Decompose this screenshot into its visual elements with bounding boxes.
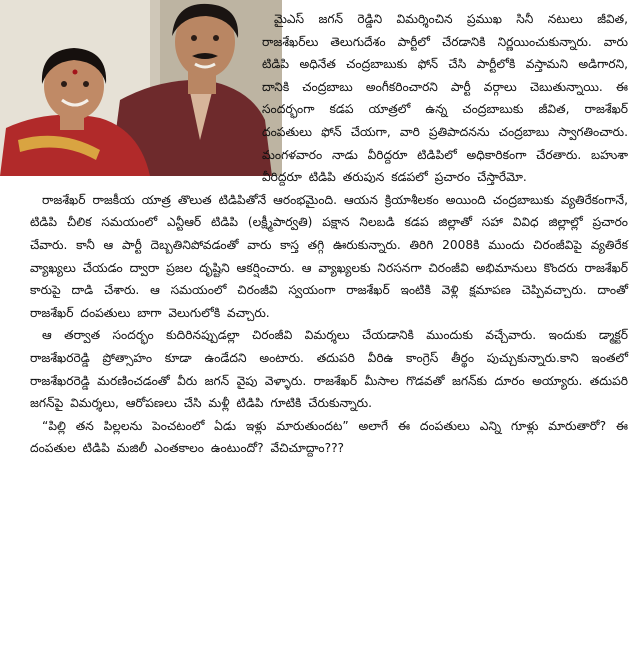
paragraph-4: “పిల్లి తన పిల్లలను పెంచటంలో ఏడు ఇళ్లు మారుతుందట” అలాగే ఈ దంపతులు ఎన్ని గూళ్లు మారుతారో? ఈ దంపతుల టిడిపి మజిలీ ఎంతకాలం ఉంటుందో? వేచిచూద్దాం??? <box>30 418 628 456</box>
paragraph-1: మైఎస్ జగన్ రెడ్డిని విమర్శించిన ప్రముఖ సినీ నటులు జీవిత, రాజశేఖర్‌లు తెలుగుదేశం పార్టీలో చేరడానికి నిర్ణయించుకున్నారు. వారు టిడిపి అధినేత చంద్రబాబుకు ఫోన్ చేసి పార్టీలోకి వస్తామని అడిగారని, దానికి చంద్రబాబు అంగీకరించారని పార్టీ వర్గాలు చెబుతున్నాయి. ఈ సందర్భంగా కడప యాత్రలో ఉన్న చంద్రబాబుకు జీవిత, రాజశేఖర్ దంపతులు ఫోన్ చేయగా, వారి ప్రతిపాదనను చంద్రబాబు స్వాగతించారు. మంగళవారం నాడు వీరిద్దరూ టిడిపిలో అధికారికంగా చేరతారు. బహుశా వీరిద్దరూ టిడిపి తరుపున కడపలో ప్రచారం చేస్తారేమో. <box>262 12 628 185</box>
paragraph-3: ఆ తర్వాత సందర్భం కుదిరినప్పుడల్లా చిరంజీవి విమర్శలు చేయడానికి ముందుకు వచ్చేవారు. ఇందుకు డ్మాక్టర్ రాజశేఖరరెడ్డి ప్రోత్సాహం కూడా ఉండేదని అంటారు. తదుపరి వీరిఉ కాంగ్రెస్ తీర్థం పుచ్చుకున్నారు.కాని ఇంతలో రాజశేఖరరెడ్డి మరణించడంతో వీరు జగన్ వైపు వెళ్ళారు. రాజశేఖర్ మీసాల గొడవతో జగన్‌కు దూరం అయ్యారు. తదుపరి జగన్‌పై విమర్శలు, ఆరోపణలు చేసి మళ్లీ టిడిపి గూటికి చేరుకున్నారు. <box>30 328 628 411</box>
article-body <box>30 8 628 460</box>
photo-wrap-spacer <box>0 8 262 168</box>
paragraph-2: రాజశేఖర్ రాజకీయ యాత్ర తొలుత టిడిపితోనే ఆరంభమైంది. ఆయన క్రియాశీలకం అయింది చంద్రబాబుకు వ్యతిరేకంగానే, టిడిపి చీలిక సమయంలో ఎన్టీఆర్ టిడిపి (లక్ష్మీపార్వతి) పక్షాన నిలబడి కడప జిల్లాతో సహా వివిధ జిల్లాల్లో ప్రచారం చేవారు. కానీ ఆ పార్టీ దెబ్బతినిపోవడంతో వారు కాస్త తగ్గి ఊరుకున్నారు. తిరిగి 2008కి ముందు చిరంజీవిపై వ్యతిరేక వ్యాఖ్యలు చేయడం ద్వారా ప్రజల దృష్టిని ఆకర్షించారు. ఆ వ్యాఖ్యలకు నిరసనగా చిరంజీవి అభిమానులు కొందరు రాజశేఖర్ కారుపై దాడి చేశారు. ఆ సమయంలో చిరంజీవి స్వయంగా రాజశేఖర్ ఇంటికి వెళ్లి క్షమాపణ చెప్పివచ్చారు. దాంతో రాజశేఖర్ దంపతులు బాగా వెలుగులోకి వచ్చారు. <box>30 192 628 320</box>
